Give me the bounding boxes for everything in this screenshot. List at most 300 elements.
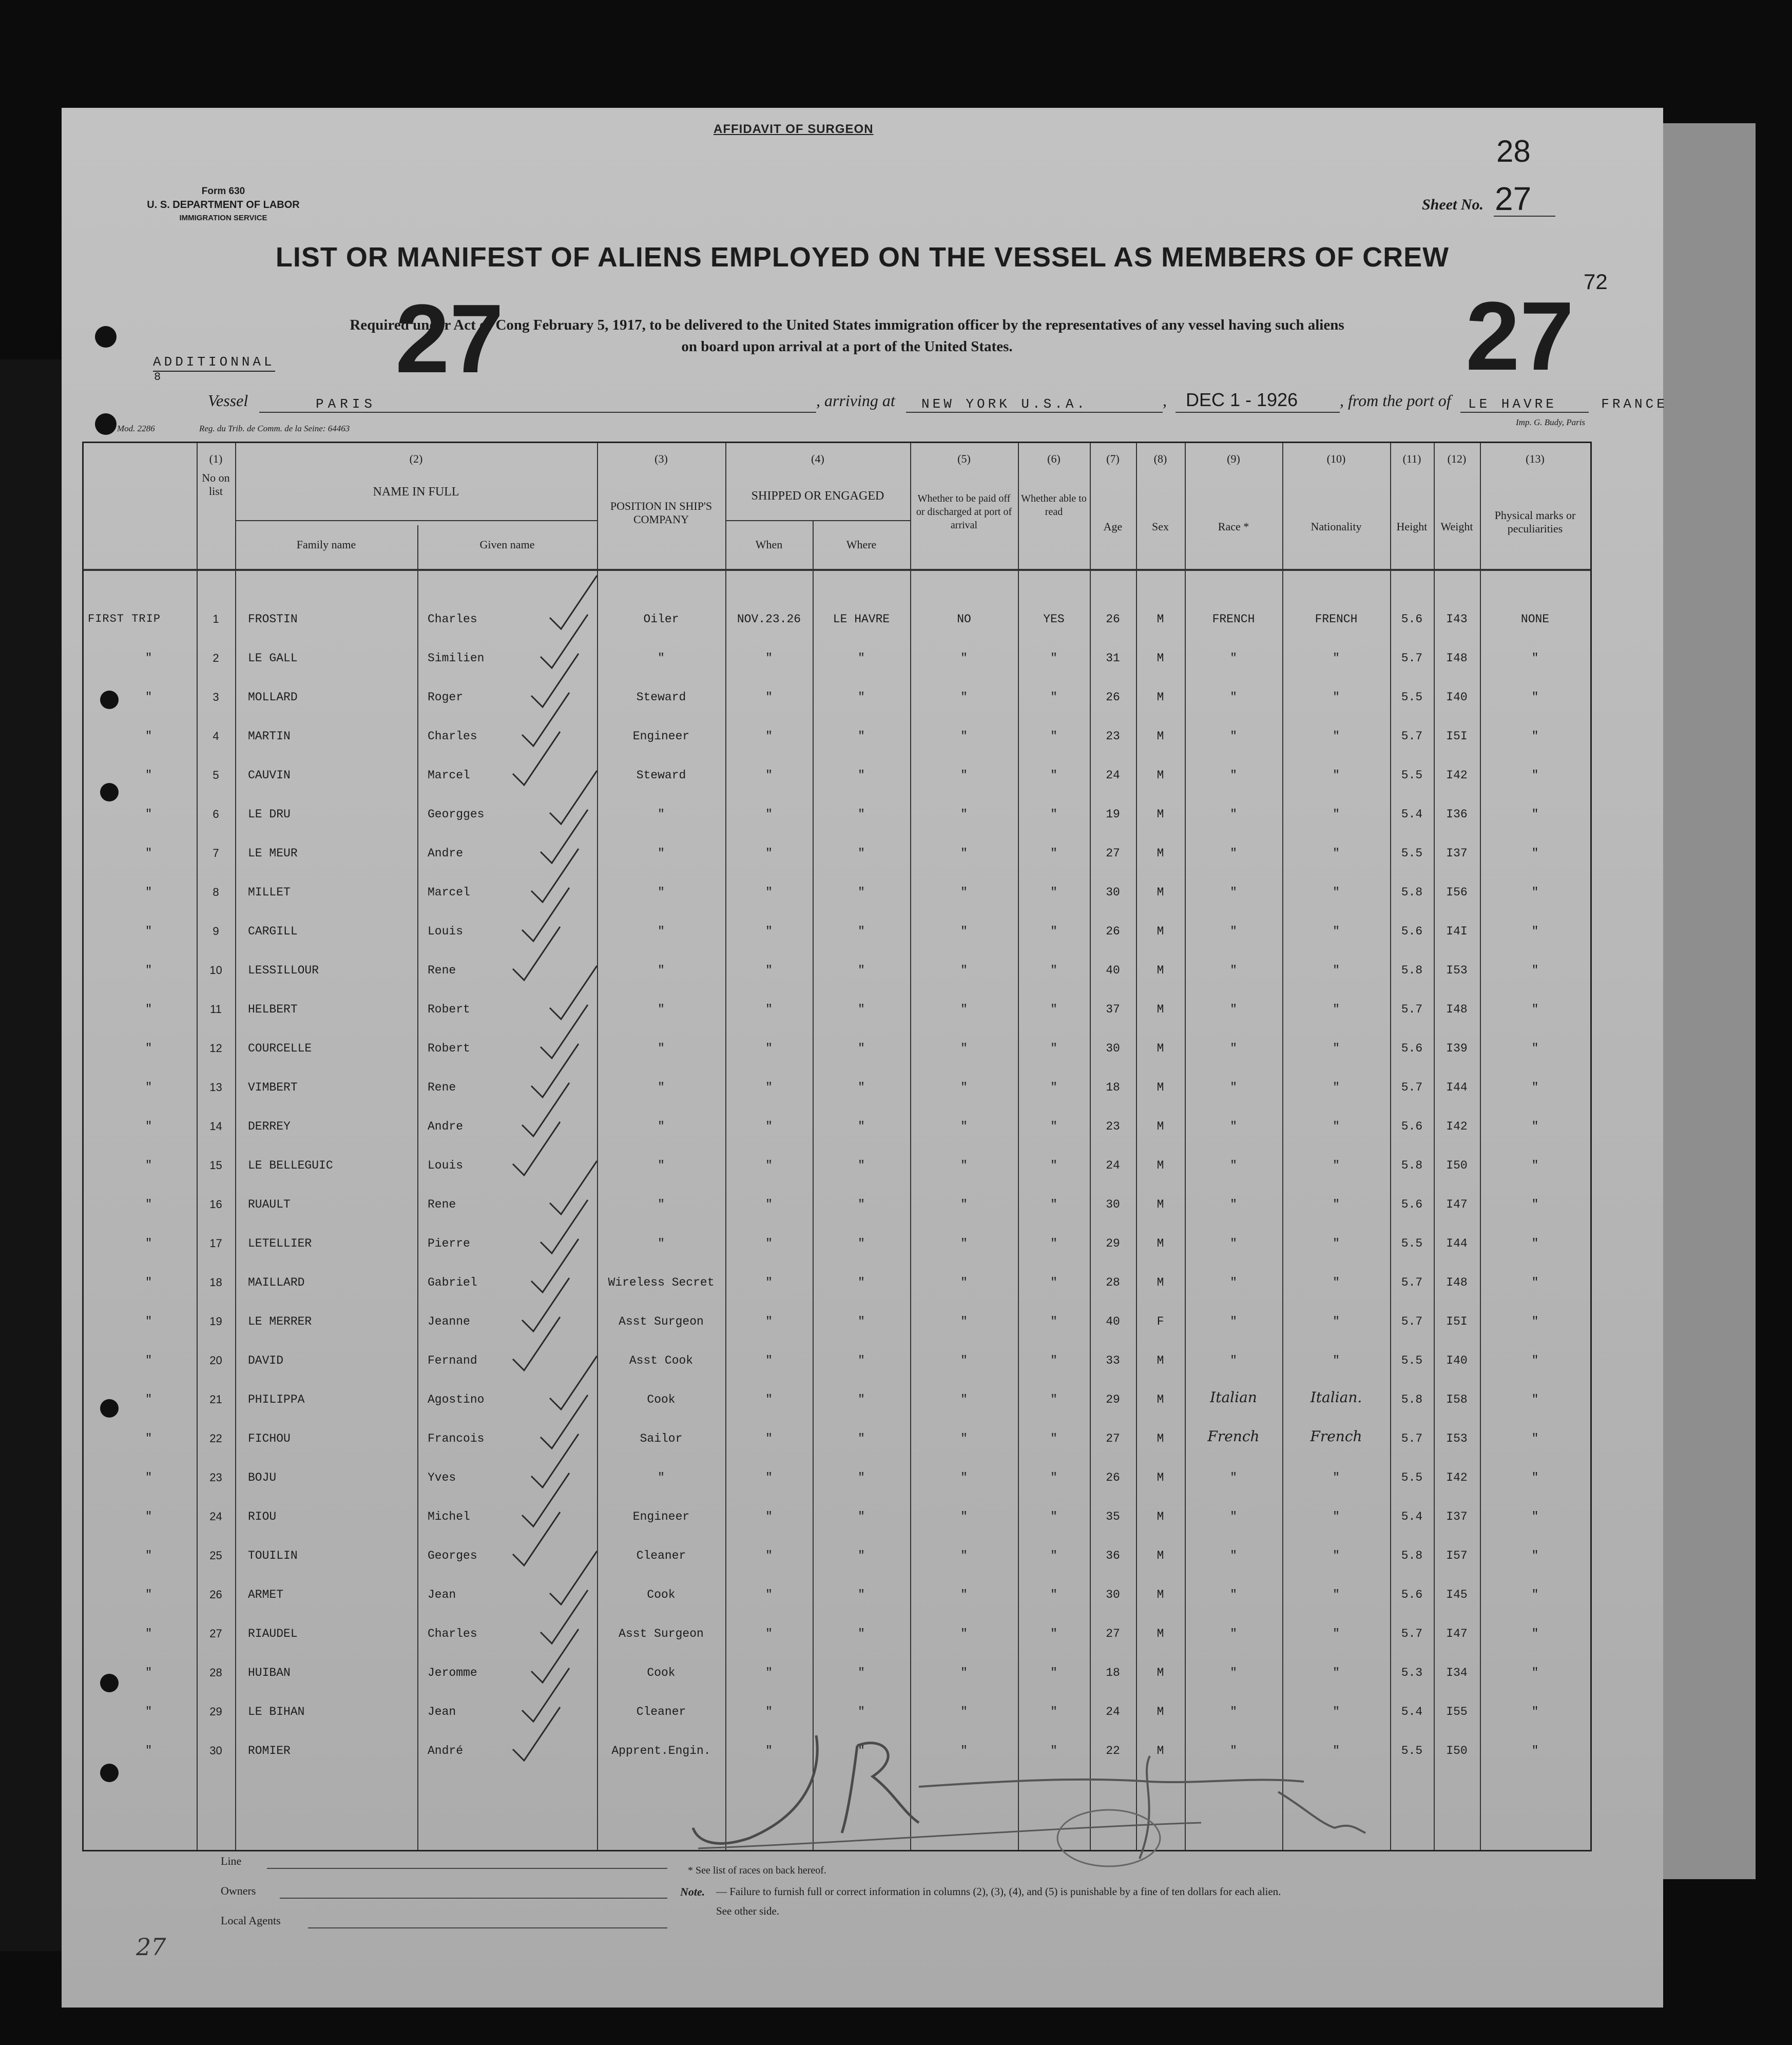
cell-weight: I53 [1446,1432,1468,1445]
cell-race: FRENCH [1212,613,1255,626]
cell-given: Rene [428,1198,456,1211]
cell-given: Roger [428,691,464,704]
cell-read: " [1050,730,1057,743]
cell-marks: " [1531,1510,1539,1523]
cell-race: " [1230,1159,1237,1172]
check-mark [513,1122,560,1175]
cell-race: Italian [1210,1389,1257,1406]
cell-height: 5.7 [1401,1432,1423,1445]
cell-read: " [1050,1315,1057,1328]
cell-marks: " [1531,1081,1539,1094]
cell-family: RIAUDEL [248,1627,298,1640]
cell-read: " [1050,1081,1057,1094]
cell-when: " [765,1315,773,1328]
cell-read: " [1050,1198,1057,1211]
cell-position: " [658,1081,665,1094]
cell-sex: M [1157,1666,1164,1679]
cell-read: " [1050,1120,1057,1133]
cell-marks: " [1531,1237,1539,1250]
cell-age: 22 [1106,1744,1120,1757]
check-mark [541,615,588,668]
line-field [267,1868,667,1869]
cell-family: LE MEUR [248,847,298,860]
cell-read: " [1050,1393,1057,1406]
cell-given: Andre [428,1120,464,1133]
cell-where: " [858,1705,865,1718]
cell-sex: M [1157,1159,1164,1172]
cell-position: " [658,1042,665,1055]
cell-age: 23 [1106,730,1120,743]
cell-family: LE BELLEGUIC [248,1159,333,1172]
cell-age: 27 [1106,1627,1120,1640]
cell-paid: " [960,1510,968,1523]
cell-given: Yves [428,1471,456,1484]
cell-no: 9 [213,925,219,938]
cell-weight: I48 [1446,652,1468,665]
cell-race: " [1230,769,1237,782]
cell-when: " [765,1666,773,1679]
cell-position: Engineer [632,1510,690,1523]
cell-position: " [658,886,665,899]
cell-where: " [858,730,865,743]
line-label: Line [221,1855,242,1867]
col12-number: (12) [1447,452,1467,465]
check-mark [531,849,579,902]
cell-age: 37 [1106,1003,1120,1016]
cell-when: NOV.23.26 [737,613,801,626]
cell-race: " [1230,730,1237,743]
cell-family: MAILLARD [248,1276,305,1289]
cell-when: " [765,1120,773,1133]
cell-read: " [1050,1510,1057,1523]
cell-paid: " [960,1627,968,1640]
cell-position: " [658,652,665,665]
cell-sex: M [1157,1276,1164,1289]
crew-table [82,442,1592,1851]
cell-no: 10 [209,964,222,977]
cell-read: " [1050,925,1057,938]
cell-no: 14 [209,1120,222,1133]
cell-given: Jeromme [428,1666,477,1679]
cell-sex: M [1157,886,1164,899]
cell-age: 26 [1106,1471,1120,1484]
check-mark [513,1707,560,1761]
cell-paid: " [960,1393,968,1406]
cell-weight: I57 [1446,1549,1468,1562]
cell-nat: " [1333,730,1340,743]
cell-height: 5.7 [1401,1315,1423,1328]
cell-nat: " [1333,1159,1340,1172]
cell-where: " [858,1627,865,1640]
cell-height: 5.5 [1401,847,1423,860]
cell-height: 5.5 [1401,1744,1423,1757]
cell-where: " [858,1237,865,1250]
cell-trip: " [145,1588,153,1601]
cell-read: " [1050,1588,1057,1601]
cell-given: Fernand [428,1354,477,1367]
cell-marks: " [1531,925,1539,938]
cell-no: 17 [209,1237,222,1250]
cell-paid: NO [957,613,971,626]
cell-race: " [1230,964,1237,977]
cell-age: 18 [1106,1666,1120,1679]
cell-read: " [1050,1003,1057,1016]
cell-given: Jeanne [428,1315,470,1328]
cell-weight: I53 [1446,964,1468,977]
cell-when: " [765,1354,773,1367]
cell-where: " [858,1588,865,1601]
cell-nat: " [1333,1276,1340,1289]
cell-position: Oiler [643,613,679,626]
cell-sex: M [1157,1549,1164,1562]
cell-position: Engineer [632,730,690,743]
cell-race: " [1230,1003,1237,1016]
cell-trip: " [145,1159,153,1172]
cell-no: 3 [213,691,219,703]
cell-where: " [858,1276,865,1289]
cell-read: " [1050,1666,1057,1679]
cell-trip: " [145,1237,153,1250]
check-mark [513,927,560,980]
cell-when: " [765,1744,773,1757]
cell-marks: " [1531,847,1539,860]
cell-position: " [658,964,665,977]
cell-when: " [765,1198,773,1211]
col2-header: NAME IN FULL [373,485,459,499]
cell-weight: I43 [1446,613,1468,626]
cell-read: " [1050,691,1057,704]
cell-race: " [1230,847,1237,860]
cell-where: " [858,1510,865,1523]
cell-nat: " [1333,1315,1340,1328]
cell-when: " [765,1042,773,1055]
cell-sex: M [1157,808,1164,821]
check-mark [522,1278,569,1331]
cell-sex: M [1157,1081,1164,1094]
additional-sub: 8 [154,371,161,384]
cell-marks: " [1531,1159,1539,1172]
sheet-number: 27 [1495,180,1532,217]
cell-nat: " [1333,1042,1340,1055]
local-agents-field [308,1927,667,1928]
cell-marks: " [1531,1393,1539,1406]
cell-given: Louis [428,1159,464,1172]
check-mark [541,810,588,863]
arrival-date: DEC 1 - 1926 [1186,389,1298,410]
cell-marks: " [1531,964,1539,977]
cell-marks: " [1531,808,1539,821]
cell-weight: I44 [1446,1237,1468,1250]
cell-height: 5.5 [1401,691,1423,704]
cell-marks: NONE [1520,613,1550,626]
margin-mark: 27 [136,1933,166,1961]
cell-given: Gabriel [428,1276,477,1289]
col8-number: (8) [1153,452,1167,465]
vessel-name: PARIS [316,396,377,412]
footer [221,1848,1555,1951]
cell-nat: " [1333,769,1340,782]
cell-height: 5.7 [1401,1276,1423,1289]
cell-where: " [858,1159,865,1172]
cell-age: 35 [1106,1510,1120,1523]
cell-race: " [1230,886,1237,899]
cell-sex: M [1157,1393,1164,1406]
cell-no: 29 [209,1705,222,1718]
cell-given: Pierre [428,1237,470,1250]
sheet-number-underline [1494,216,1555,217]
col9-header: Race * [1218,520,1249,533]
cell-trip: " [145,769,153,781]
cell-where: " [858,1081,865,1094]
cell-sex: M [1157,964,1164,977]
check-mark [550,576,597,629]
cell-age: 28 [1106,1276,1120,1289]
cell-marks: " [1531,1432,1539,1445]
see-other-side: See other side. [716,1905,780,1917]
cell-height: 5.3 [1401,1666,1423,1679]
cell-sex: M [1157,1510,1164,1523]
cell-height: 5.7 [1401,652,1423,665]
cell-nat: " [1333,1237,1340,1250]
cell-paid: " [960,1198,968,1211]
cell-nat: " [1333,886,1340,899]
punch-hole [95,326,117,348]
page-title: LIST OR MANIFEST OF ALIENS EMPLOYED ON THE VESSEL AS MEMBERS OF CREW [275,242,1450,273]
cell-nat: " [1333,964,1340,977]
cell-height: 5.4 [1401,808,1423,821]
cell-read: " [1050,1237,1057,1250]
cell-paid: " [960,964,968,977]
cell-paid: " [960,1237,968,1250]
cell-when: " [765,1588,773,1601]
cell-given: Georgges [428,808,485,821]
cell-height: 5.7 [1401,1003,1423,1016]
cell-weight: I34 [1446,1666,1468,1679]
cell-weight: I47 [1446,1627,1468,1640]
cell-height: 5.6 [1401,1198,1423,1211]
cell-read: " [1050,1354,1057,1367]
check-mark [531,654,579,707]
cell-marks: " [1531,1471,1539,1484]
cell-position: Steward [636,691,686,704]
cell-trip: " [145,808,153,820]
cell-height: 5.5 [1401,769,1423,782]
cell-age: 40 [1106,1315,1120,1328]
cell-race: " [1230,1042,1237,1055]
cell-height: 5.8 [1401,1159,1423,1172]
cell-where: " [858,1042,865,1055]
check-mark [550,1161,597,1214]
check-mark [541,1005,588,1058]
cell-family: LE BIHAN [248,1705,305,1718]
cell-sex: M [1157,1237,1164,1250]
cell-nat: " [1333,1003,1340,1016]
cell-position: " [658,808,665,821]
cell-paid: " [960,1432,968,1445]
cell-position: " [658,1159,665,1172]
cell-when: " [765,964,773,977]
cell-weight: I50 [1446,1744,1468,1757]
cell-height: 5.5 [1401,1354,1423,1367]
cell-given: Rene [428,1081,456,1094]
cell-when: " [765,847,773,860]
local-agents-label: Local Agents [221,1914,281,1927]
cell-where: " [858,1120,865,1133]
cell-trip: " [145,1198,153,1211]
col8-header: Sex [1152,520,1169,533]
cell-read: YES [1043,613,1065,626]
cell-age: 29 [1106,1237,1120,1250]
cell-paid: " [960,886,968,899]
cell-when: " [765,808,773,821]
cell-nat: Italian. [1310,1389,1362,1406]
cell-when: " [765,1276,773,1289]
cell-given: Agostino [428,1393,485,1406]
owners-label: Owners [221,1884,256,1897]
check-mark [550,771,597,824]
sheet-label: Sheet No. [1422,196,1483,213]
cell-race: " [1230,1198,1237,1211]
cell-given: Michel [428,1510,470,1523]
cell-marks: " [1531,1198,1539,1211]
cell-given: Charles [428,613,477,626]
check-mark [513,732,560,785]
cell-family: FICHOU [248,1432,291,1445]
cell-when: " [765,1627,773,1640]
col3-header: POSITION IN SHIP'S COMPANY [610,500,712,526]
cell-weight: I58 [1446,1393,1468,1406]
cell-sex: M [1157,925,1164,938]
cell-position: Cook [647,1666,676,1679]
cell-age: 30 [1106,1198,1120,1211]
cell-given: Robert [428,1042,470,1055]
cell-given: Louis [428,925,464,938]
cell-where: " [858,1471,865,1484]
cell-position: Cleaner [636,1549,686,1562]
cell-position: Cook [647,1588,676,1601]
cell-marks: " [1531,1666,1539,1679]
cell-weight: I48 [1446,1003,1468,1016]
cell-race: " [1230,1705,1237,1718]
cell-age: 40 [1106,964,1120,977]
cell-family: LE DRU [248,808,291,821]
cell-paid: " [960,1042,968,1055]
col7-header: Age [1103,520,1123,533]
cell-weight: I37 [1446,1510,1468,1523]
cell-age: 18 [1106,1081,1120,1094]
cell-age: 33 [1106,1354,1120,1367]
cell-given: Rene [428,964,456,977]
cell-height: 5.6 [1401,613,1423,626]
check-mark [531,1044,579,1097]
cell-age: 29 [1106,1393,1120,1406]
cell-position: " [658,1198,665,1211]
cell-family: ARMET [248,1588,284,1601]
cell-sex: M [1157,1003,1164,1016]
cell-marks: " [1531,1276,1539,1289]
cell-sex: M [1157,1705,1164,1718]
col13-number: (13) [1526,452,1545,465]
cell-paid: " [960,847,968,860]
cell-age: 30 [1106,1042,1120,1055]
cell-age: 24 [1106,769,1120,782]
cell-paid: " [960,808,968,821]
cell-position: Steward [636,769,686,782]
cell-when: " [765,886,773,899]
col1-number: (1) [209,452,223,465]
cell-trip: " [145,1510,153,1523]
cell-sex: M [1157,847,1164,860]
cell-trip: " [145,964,153,977]
cell-height: 5.6 [1401,1588,1423,1601]
cell-sex: M [1157,1588,1164,1601]
cell-weight: I42 [1446,1471,1468,1484]
col7-number: (7) [1106,452,1120,465]
col6-header: Whether able to read [1021,493,1087,518]
cell-read: " [1050,808,1057,821]
cell-no: 1 [213,613,219,625]
cell-no: 15 [209,1159,222,1172]
cell-weight: I5I [1446,1315,1468,1328]
cell-where: " [858,1666,865,1679]
cell-family: CAUVIN [248,769,291,782]
stamped-number-right: 27 [1466,282,1574,391]
cell-sex: M [1157,691,1164,704]
cell-age: 24 [1106,1159,1120,1172]
date-underline [1176,412,1340,413]
cell-read: " [1050,886,1057,899]
cell-age: 31 [1106,652,1120,665]
vessel-underline [259,412,816,413]
cell-marks: " [1531,1627,1539,1640]
cell-weight: I42 [1446,1120,1468,1133]
cell-given: Andre [428,847,464,860]
cell-age: 26 [1106,691,1120,704]
cell-paid: " [960,1744,968,1757]
cell-where: " [858,1315,865,1328]
cell-read: " [1050,1042,1057,1055]
cell-when: " [765,925,773,938]
cell-race: " [1230,1588,1237,1601]
cell-paid: " [960,1588,968,1601]
cell-position: " [658,1471,665,1484]
cell-race: " [1230,1315,1237,1328]
cell-paid: " [960,1666,968,1679]
cell-where: " [858,691,865,704]
cell-nat: " [1333,847,1340,860]
affidavit-banner: AFFIDAVIT OF SURGEON [714,122,874,136]
cell-height: 5.8 [1401,1549,1423,1562]
cell-where: " [858,1393,865,1406]
cell-paid: " [960,730,968,743]
cell-trip: " [145,1471,153,1484]
cell-no: 18 [209,1276,222,1289]
scan-left-edge [0,359,62,1951]
cell-height: 5.6 [1401,1042,1423,1055]
cell-paid: " [960,1705,968,1718]
cell-position: " [658,1003,665,1016]
check-mark [513,1512,560,1565]
vessel-label: Vessel [208,391,248,410]
cell-nat: " [1333,1666,1340,1679]
cell-no: 30 [209,1744,222,1757]
col2b-header: Given name [479,538,535,551]
check-mark [513,1317,560,1370]
cell-given: Charles [428,730,477,743]
cell-sex: M [1157,1744,1164,1757]
cell-race: " [1230,652,1237,665]
check-mark [531,1629,579,1683]
